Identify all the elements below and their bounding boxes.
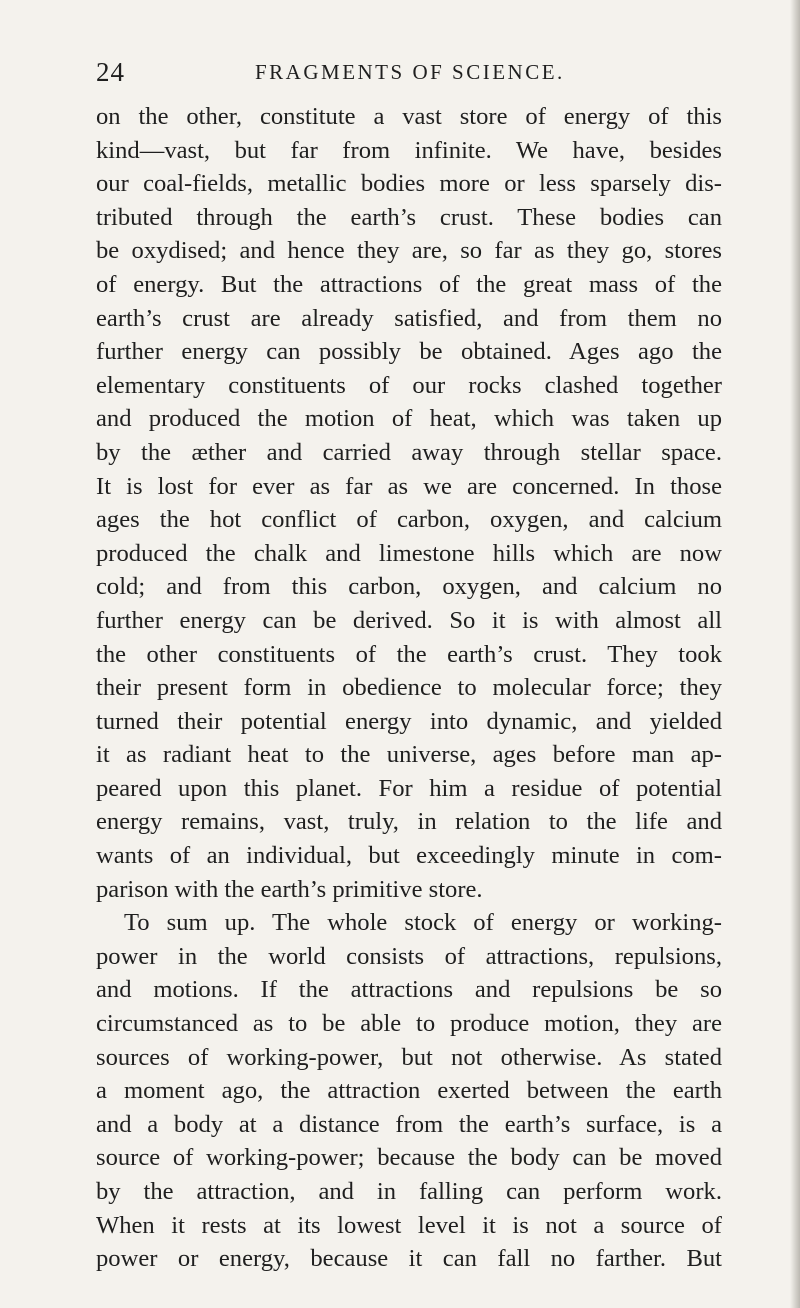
running-head: FRAGMENTS OF SCIENCE.	[255, 60, 565, 84]
text-line: and produced the motion of heat, which was taken up	[96, 405, 722, 433]
text-line: power in the world consists of attractions, repulsions,	[96, 942, 722, 970]
text-line: a moment ago, the attraction exerted between the earth	[96, 1077, 722, 1105]
text-line: It is lost for ever as far as we are concerned. In those	[96, 472, 722, 500]
text-line: the other constituents of the earth’s crust. They took	[96, 640, 722, 668]
text-line: cold; and from this carbon, oxygen, and calcium no	[96, 573, 722, 601]
text-line: circumstanced as to be able to produce motion, they are	[96, 1010, 722, 1038]
text-line: To sum up. The whole stock of energy or working-	[124, 909, 722, 937]
text-line: kind—vast, but far from infinite. We have, besides	[96, 136, 722, 164]
text-line: be oxydised; and hence they are, so far as they go, stores	[96, 237, 722, 265]
text-line: and a body at a distance from the earth’s surface, is a	[96, 1110, 722, 1138]
text-line: elementary constituents of our rocks clashed together	[96, 371, 722, 399]
text-line: earth’s crust are already satisfied, and from them no	[96, 304, 722, 332]
text-line: energy remains, vast, truly, in relation to the life and	[96, 808, 722, 836]
text-line: on the other, constitute a vast store of energy of this	[96, 103, 722, 130]
text-line: by the attraction, and in falling can perform work.	[96, 1178, 722, 1205]
text-line: parison with the earth’s primitive store.	[96, 875, 483, 903]
text-line: tributed through the earth’s crust. These bodies can	[96, 203, 722, 231]
text-line: sources of working-power, but not otherwise. As stated	[96, 1043, 722, 1071]
text-line: peared upon this planet. For him a residue of potential	[96, 774, 722, 802]
text-line: by the æther and carried away through stellar space.	[96, 438, 722, 466]
text-line: turned their potential energy into dynamic, and yielded	[96, 707, 722, 735]
text-line: their present form in obedience to molecular force; they	[96, 674, 722, 702]
text-line: produced the chalk and limestone hills which are now	[96, 539, 722, 567]
text-line: ages the hot conflict of carbon, oxygen, and calcium	[96, 506, 722, 534]
page-edge-shadow	[790, 0, 800, 1308]
text-line: it as radiant heat to the universe, ages before man ap-	[96, 741, 722, 769]
text-line: further energy can possibly be obtained. Ages ago the	[96, 338, 722, 366]
text-line: source of working-power; because the body can be moved	[96, 1144, 722, 1172]
text-line: our coal-fields, metallic bodies more or less sparsely dis-	[96, 170, 722, 198]
text-line: wants of an individual, but exceedingly minute in com-	[96, 842, 722, 870]
text-line: further energy can be derived. So it is with almost all	[96, 606, 722, 634]
text-line: When it rests at its lowest level it is not a source of	[96, 1211, 722, 1239]
text-line: power or energy, because it can fall no farther. But	[96, 1245, 722, 1273]
body-text	[96, 100, 722, 1276]
text-line: and motions. If the attractions and repulsions be so	[96, 976, 722, 1004]
page-number: 24	[96, 57, 125, 87]
text-line: of energy. But the attractions of the great mass of the	[96, 270, 722, 298]
